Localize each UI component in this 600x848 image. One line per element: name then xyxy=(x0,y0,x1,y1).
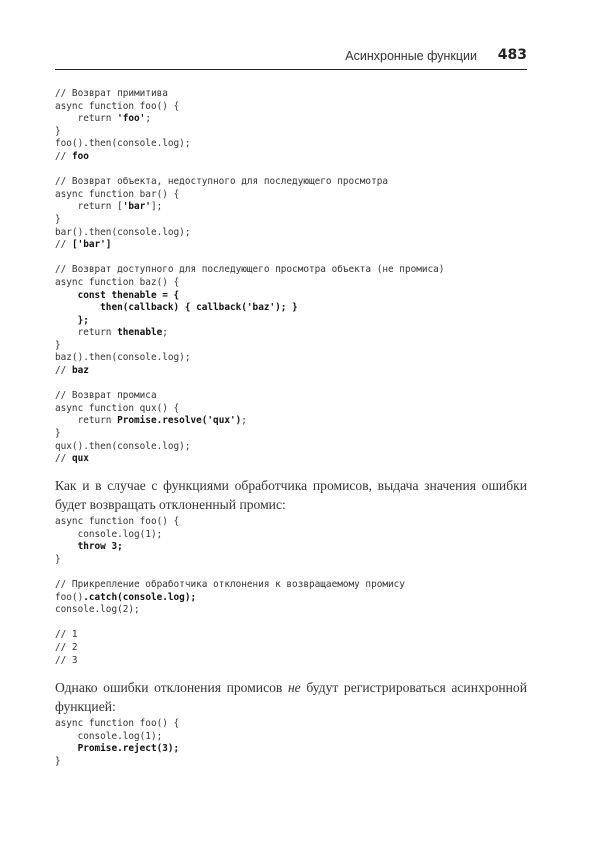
code-line xyxy=(55,113,444,126)
paragraph-text: Однако ошибки отклонения промисов xyxy=(55,680,288,695)
code-segment: async function qux() { xyxy=(55,402,180,414)
code-line xyxy=(55,189,444,202)
code-line xyxy=(55,415,444,428)
code-bold-segment: 'bar' xyxy=(122,201,151,213)
code-segment: // Возврат промиса xyxy=(55,390,157,402)
code-bold-segment: const thenable = { xyxy=(77,289,180,301)
code-segment: // Возврат объекта, недоступного для последующего просмотра xyxy=(55,176,389,188)
paragraph-text: Как и в случае с функциями обработчика промисов, выдача значения ошибки будет возвращать отклоненный промис: xyxy=(55,478,527,512)
code-line xyxy=(55,201,444,214)
code-line xyxy=(55,101,444,114)
code-segment: // Возврат примитива xyxy=(55,88,168,99)
code-segment: ; xyxy=(145,113,151,125)
code-segment: async function foo() { xyxy=(55,718,180,729)
code-segment: // xyxy=(55,453,72,465)
code-segment: return xyxy=(55,415,118,427)
code-line xyxy=(55,529,405,542)
code-segment: // xyxy=(55,239,72,251)
code-segment xyxy=(55,302,100,313)
code-line xyxy=(55,214,444,227)
code-segment xyxy=(55,743,78,754)
code-line xyxy=(55,453,444,466)
code-segment: } xyxy=(55,755,61,767)
code-line xyxy=(55,629,405,642)
code-bold-segment: 'foo' xyxy=(117,113,146,125)
code-segment: } xyxy=(55,553,61,565)
emphasis: не xyxy=(287,680,301,695)
code-bold-segment: Promise.reject(3); xyxy=(77,743,180,755)
code-segment: // xyxy=(55,150,72,162)
code-block-throw xyxy=(55,516,405,667)
code-segment: // 1 xyxy=(55,629,78,641)
code-segment: ; xyxy=(241,415,247,427)
running-header xyxy=(55,47,527,70)
code-line xyxy=(55,743,179,756)
code-line xyxy=(55,252,444,265)
code-bold-segment: ['bar'] xyxy=(71,239,112,251)
code-block-return-values xyxy=(55,88,444,466)
code-line xyxy=(55,340,444,353)
code-line xyxy=(55,655,405,668)
code-line xyxy=(55,352,444,365)
code-segment: console.log(1); xyxy=(55,730,163,742)
code-line xyxy=(55,428,444,441)
code-bold-segment: foo xyxy=(71,150,89,162)
code-segment: // xyxy=(55,365,72,377)
code-segment: // Возврат доступного для последующего просмотра объекта (не промиса) xyxy=(55,264,445,276)
code-line xyxy=(55,403,444,416)
code-bold-segment: thenable xyxy=(117,327,163,339)
code-segment: // 3 xyxy=(55,654,78,666)
code-segment xyxy=(55,315,78,326)
code-line xyxy=(55,604,405,617)
code-line xyxy=(55,290,444,303)
code-segment: return [ xyxy=(55,201,123,213)
code-line xyxy=(55,617,405,630)
code-line xyxy=(55,176,444,189)
code-line xyxy=(55,138,444,151)
page-number: 483 xyxy=(497,47,527,63)
code-line xyxy=(55,327,444,340)
code-segment: // Прикрепление обработчика отклонения к возвращаемому промису xyxy=(55,578,405,590)
code-line xyxy=(55,88,444,101)
code-segment: console.log(1); xyxy=(55,528,163,540)
paragraph xyxy=(55,476,527,514)
code-bold-segment: Promise.resolve('qux') xyxy=(117,415,242,427)
code-segment: ]; xyxy=(150,201,163,213)
code-segment: ; xyxy=(162,327,168,339)
code-line xyxy=(55,164,444,177)
code-line xyxy=(55,566,405,579)
code-line xyxy=(55,227,444,240)
chapter-title: Асинхронные функции xyxy=(345,49,477,63)
code-block-reject xyxy=(55,718,179,768)
code-line xyxy=(55,541,405,554)
code-line xyxy=(55,441,444,454)
code-line xyxy=(55,756,179,769)
code-line xyxy=(55,554,405,567)
paragraph xyxy=(55,678,527,716)
code-segment: baz().then(console.log); xyxy=(55,352,191,364)
code-segment: console.log(2); xyxy=(55,604,140,616)
code-bold-segment: throw 3; xyxy=(77,541,123,553)
code-line xyxy=(55,277,444,290)
code-line xyxy=(55,302,444,315)
code-line xyxy=(55,731,179,744)
code-segment: return xyxy=(55,327,118,339)
paragraph-text: будут регистрироваться асинхронной функцией: xyxy=(55,680,527,714)
code-segment: async function bar() { xyxy=(55,188,180,200)
code-segment: } xyxy=(55,339,61,351)
code-segment: foo().then(console.log); xyxy=(55,138,191,150)
code-line xyxy=(55,239,444,252)
code-bold-segment: then(callback) { callback('baz'); } xyxy=(100,302,298,314)
code-segment: async function foo() { xyxy=(55,100,180,112)
code-bold-segment: qux xyxy=(71,453,89,465)
code-segment: bar().then(console.log); xyxy=(55,226,191,238)
code-line xyxy=(55,264,444,277)
code-segment: foo() xyxy=(55,591,84,603)
code-segment: async function foo() { xyxy=(55,516,180,527)
code-segment: return xyxy=(55,113,118,125)
code-bold-segment: }; xyxy=(77,314,89,326)
code-bold-segment: .catch(console.log); xyxy=(83,591,197,603)
code-line xyxy=(55,315,444,328)
code-line xyxy=(55,592,405,605)
code-line xyxy=(55,642,405,655)
code-line xyxy=(55,151,444,164)
code-bold-segment: baz xyxy=(71,365,89,377)
code-segment: qux().then(console.log); xyxy=(55,440,191,452)
code-line xyxy=(55,126,444,139)
code-line xyxy=(55,579,405,592)
code-line xyxy=(55,516,405,529)
code-segment: } xyxy=(55,213,61,225)
code-segment: } xyxy=(55,125,61,137)
code-line xyxy=(55,718,179,731)
code-segment: } xyxy=(55,428,61,440)
code-line xyxy=(55,365,444,378)
code-line xyxy=(55,390,444,403)
code-segment xyxy=(55,290,78,301)
code-segment: async function baz() { xyxy=(55,276,180,288)
code-line xyxy=(55,378,444,391)
code-segment xyxy=(55,541,78,552)
code-segment: // 2 xyxy=(55,641,78,653)
